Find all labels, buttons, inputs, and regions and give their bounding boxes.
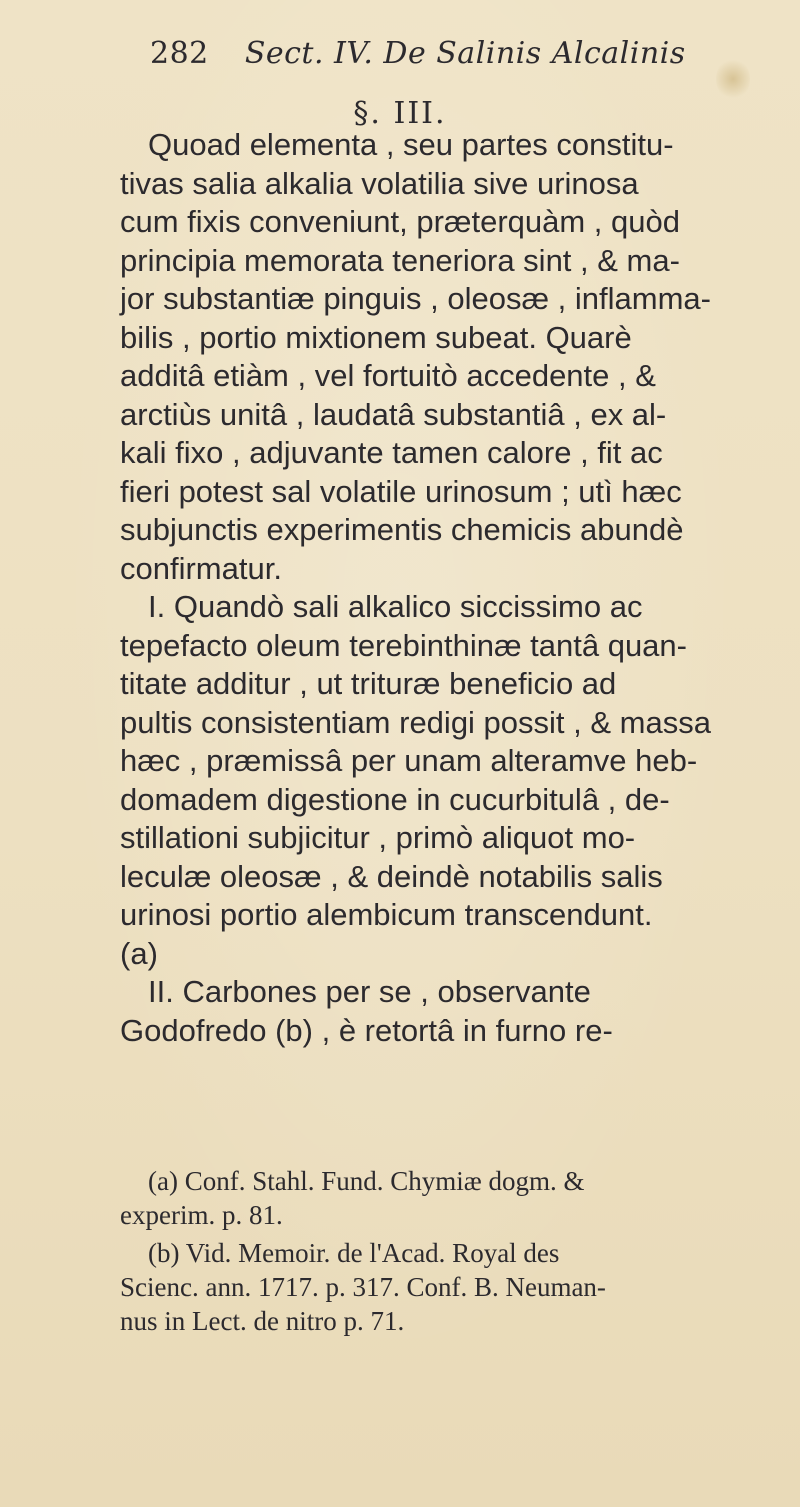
text-line: domadem digestione in cucurbitulâ , de- xyxy=(120,781,670,817)
section-number: §. III. xyxy=(353,96,447,131)
footnote-line: experim. p. 81. xyxy=(120,1200,283,1230)
text-line: principia memorata teneriora sint , & ma- xyxy=(120,242,680,278)
page-number: 282 xyxy=(150,36,209,71)
footnotes xyxy=(120,1164,780,1342)
text-line: additâ etiàm , vel fortuitò accedente , & xyxy=(120,358,656,393)
paragraph-1 xyxy=(120,126,768,588)
paragraph-2 xyxy=(120,588,768,973)
text-line: tivas salia alkalia volatilia sive urinosa xyxy=(120,165,639,201)
text-line: titate additur , ut trituræ beneficio ad xyxy=(120,666,617,701)
text-line: I. Quandò sali alkalico siccissimo ac xyxy=(148,589,643,624)
text-line: subjunctis experimentis chemicis abundè xyxy=(120,512,684,547)
running-header xyxy=(150,36,686,71)
text-line: leculæ oleosæ , & deindè notabilis salis xyxy=(120,858,663,894)
text-line: tepefacto oleum terebinthinæ tantâ quan- xyxy=(120,627,687,663)
text-line: jor substantiæ pinguis , oleosæ , inflamma- xyxy=(120,281,711,316)
text-line: Godofredo (b) , è retortâ in furno re- xyxy=(120,1012,613,1048)
footnote-a xyxy=(120,1164,780,1232)
paragraph-3 xyxy=(120,973,768,1050)
text-line: Quoad elementa , seu partes constitu- xyxy=(148,127,674,162)
text-line: fieri potest sal volatile urinosum ; utì hæc xyxy=(120,473,682,509)
text-line: hæc , præmissâ per unam alteramve heb- xyxy=(120,743,698,778)
text-line: II. Carbones per se , observante xyxy=(148,974,591,1009)
text-line: pultis consistentiam redigi possit , & massa xyxy=(120,704,711,740)
body-text xyxy=(120,126,768,1050)
text-line: arctiùs unitâ , laudatâ substantiâ , ex al- xyxy=(120,396,667,432)
footnote-line: nus in Lect. de nitro p. 71. xyxy=(120,1306,405,1336)
footnote-line: (a) Conf. Stahl. Fund. Chymiæ dogm. & xyxy=(148,1166,585,1196)
text-line: confirmatur. xyxy=(120,550,282,586)
text-line: cum fixis conveniunt, præterquàm , quòd xyxy=(120,204,680,239)
text-line: stillationi subjicitur , primò aliquot mo- xyxy=(120,820,636,855)
footnote-ref-a: (a) xyxy=(120,935,158,971)
running-title: Sect. IV. De Salinis Alcalinis xyxy=(244,36,686,71)
footnote-line: Scienc. ann. 1717. p. 317. Conf. B. Neuman- xyxy=(120,1272,606,1302)
footnote-line: (b) Vid. Memoir. de l'Acad. Royal des xyxy=(148,1238,560,1268)
paper-stain xyxy=(716,58,750,100)
text-line: kali fixo , adjuvante tamen calore , fit ac xyxy=(120,435,663,470)
text-line: bilis , portio mixtionem subeat. Quarè xyxy=(120,319,632,355)
footnote-b xyxy=(120,1236,780,1338)
text-line: urinosi portio alembicum transcendunt. xyxy=(120,897,653,932)
